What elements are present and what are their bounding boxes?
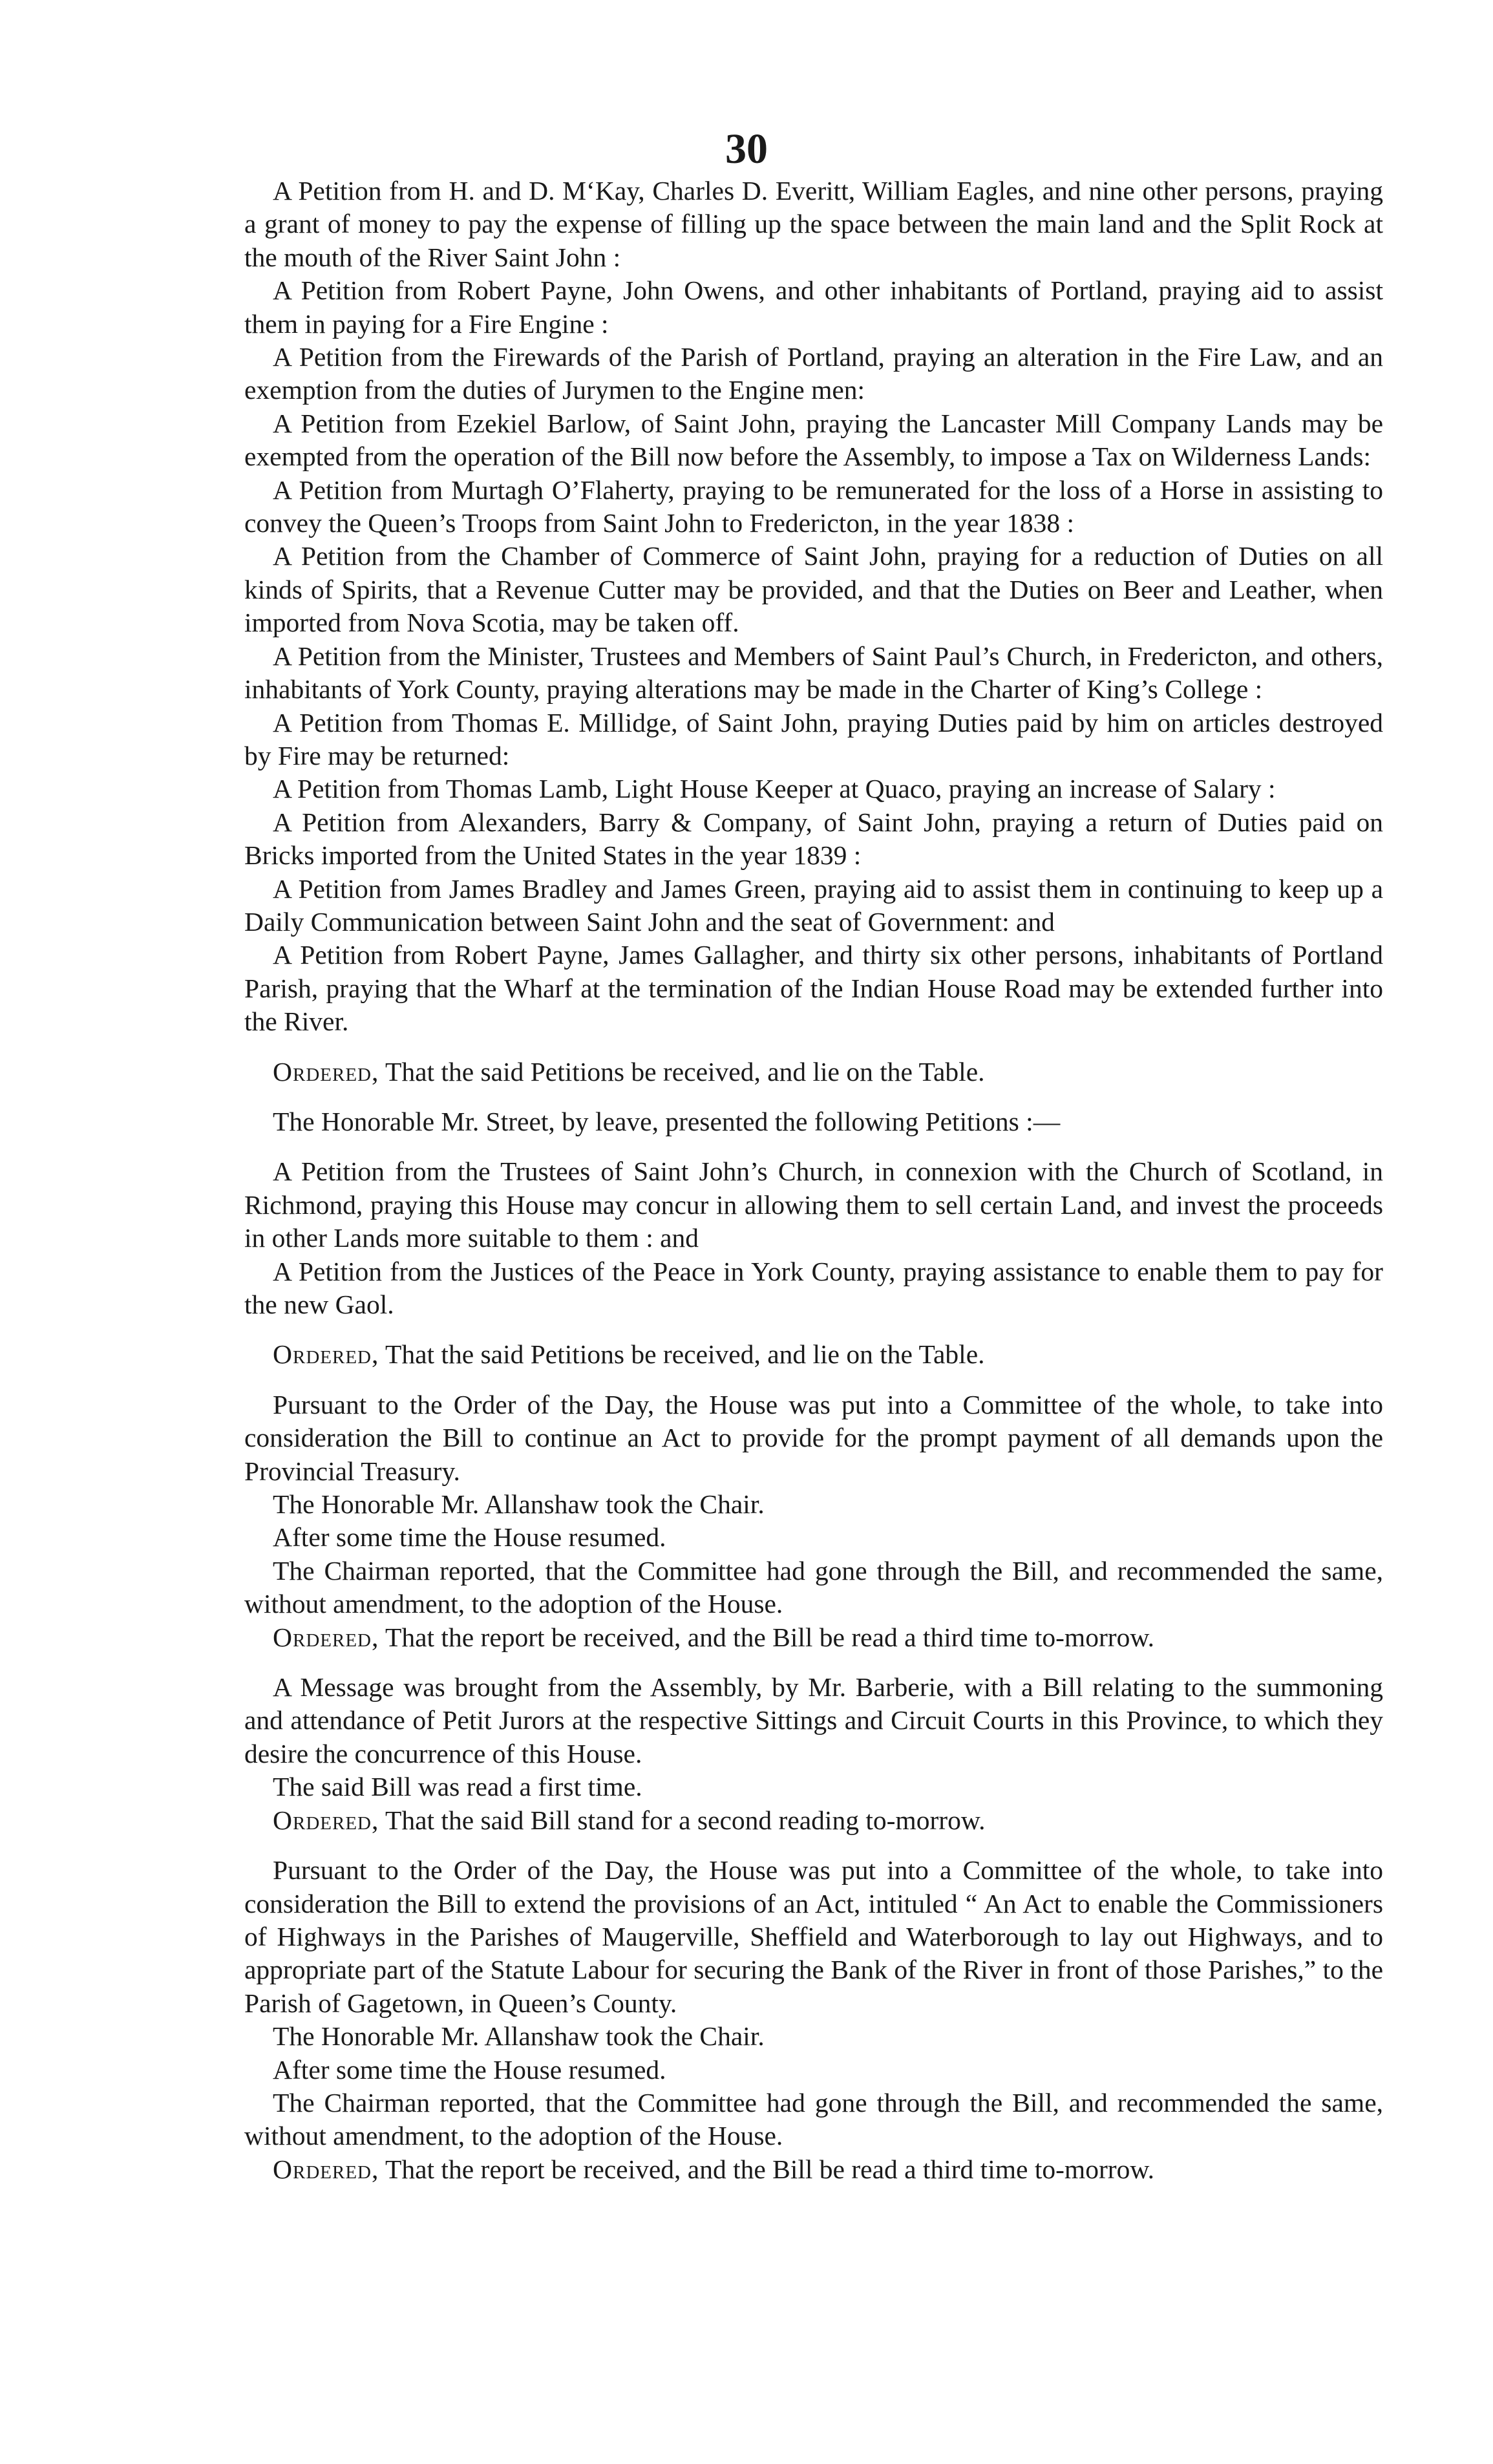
paragraph-text: A Petition from Alexanders, Barry & Company, of Saint John, praying a return of Duties paid on Bricks imported from the United States in the year 1839 : [244, 807, 1383, 871]
paragraph [244, 1488, 1383, 1521]
paragraph [244, 1155, 1383, 1255]
ordered-paragraph [244, 1056, 1383, 1089]
paragraph-text: Pursuant to the Order of the Day, the House was put into a Committee of the whole, to take into consideration the Bill to continue an Act to provide for the prompt payment of all demands upon the Provincial Treasury. [244, 1389, 1383, 1486]
paragraph [244, 1105, 1383, 1138]
paragraph [244, 772, 1383, 805]
ordered-paragraph [244, 1804, 1383, 1837]
paragraph [244, 706, 1383, 773]
paragraph [244, 1671, 1383, 1770]
paragraph [244, 1555, 1383, 1621]
paragraph-text: A Petition from the Minister, Trustees and Members of Saint Paul’s Church, in Fredericton, and others, inhabitants of York County, praying alterations may be made in the Charter of King’s College : [244, 641, 1383, 705]
paragraph [244, 175, 1383, 274]
paragraph [244, 1521, 1383, 1554]
ordered-label: Ordered, [273, 1805, 379, 1835]
paragraph-text: A Petition from Robert Payne, James Gallagher, and thirty six other persons, inhabitants of Portland Parish, praying that the Wharf at the termination of the Indian House Road may be extended further into the River. [244, 940, 1383, 1037]
paragraph-text: After some time the House resumed. [273, 2054, 666, 2085]
paragraph-text: After some time the House resumed. [273, 1522, 666, 1553]
paragraph-text: That the said Bill stand for a second reading to-morrow. [385, 1805, 986, 1835]
paragraph-text: A Petition from Murtagh O’Flaherty, praying to be remunerated for the loss of a Horse in assisting to convey the Queen’s Troops from Saint John to Fredericton, in the year 1838 : [244, 474, 1383, 538]
ordered-paragraph [244, 2153, 1383, 2186]
paragraph [244, 341, 1383, 407]
paragraph-text: That the report be received, and the Bill be read a third time to-morrow. [385, 1622, 1154, 1652]
paragraph [244, 407, 1383, 474]
paragraph [244, 1388, 1383, 1488]
paragraph-text: The Honorable Mr. Allanshaw took the Chair. [273, 2021, 765, 2052]
paragraph [244, 540, 1383, 639]
paragraph [244, 939, 1383, 1038]
paragraph-text: A Petition from H. and D. M‘Kay, Charles D. Everitt, William Eagles, and nine other persons, praying a grant of money to pay the expense of filling up the space between the main land and the Split Rock at the mouth of the River Saint John : [244, 176, 1383, 272]
paragraph-text: A Petition from Thomas E. Millidge, of Saint John, praying Duties paid by him on articles destroyed by Fire may be returned: [244, 707, 1383, 770]
paragraph [244, 474, 1383, 540]
paragraph-text: A Message was brought from the Assembly, by Mr. Barberie, with a Bill relating to the summoning and attendance of Petit Jurors at the respective Sittings and Circuit Courts in this Province, to which they desire the concurrence of this House. [244, 1672, 1383, 1768]
paragraph-text: A Petition from Robert Payne, John Owens, and other inhabitants of Portland, praying aid to assist them in paying for a Fire Engine : [244, 275, 1383, 339]
paragraph-text: Pursuant to the Order of the Day, the House was put into a Committee of the whole, to take into consideration the Bill to extend the provisions of an Act, intituled “ An Act to enable the Commissioners of Highways in the Parishes of Maugerville, Sheffield and Waterborough to lay out Highways, and to appropriate part of the Statute Labour for securing the Bank of the River in front of those Parishes,” to the Parish of Gagetown, in Queen’s County. [244, 1855, 1383, 2018]
paragraph [244, 640, 1383, 706]
paragraph-text: A Petition from James Bradley and James Green, praying aid to assist them in continuing to keep up a Daily Communication between Saint John and the seat of Government: and [244, 873, 1383, 937]
paragraph-text: A Petition from the Trustees of Saint John’s Church, in connexion with the Church of Scotland, in Richmond, praying this House may concur in allowing them to sell certain Land, and invest the proceeds in other Lands more suitable to them : and [244, 1156, 1383, 1253]
page-body [244, 175, 1383, 2186]
paragraph [244, 274, 1383, 341]
paragraph [244, 1770, 1383, 1803]
paragraph [244, 806, 1383, 873]
paragraph [244, 873, 1383, 939]
ordered-label: Ordered, [273, 1339, 379, 1370]
paragraph-text: The Honorable Mr. Allanshaw took the Chair. [273, 1489, 765, 1520]
paragraph-text: The Chairman reported, that the Committee had gone through the Bill, and recommended the same, without amendment, to the adoption of the House. [244, 2087, 1383, 2151]
ordered-label: Ordered, [273, 1622, 379, 1652]
paragraph [244, 1255, 1383, 1322]
paragraph-text: A Petition from the Justices of the Peace in York County, praying assistance to enable them to pay for the new Gaol. [244, 1256, 1383, 1319]
paragraph [244, 1854, 1383, 2020]
ordered-label: Ordered, [273, 2154, 379, 2184]
ordered-label: Ordered, [273, 1056, 379, 1087]
ordered-paragraph [244, 1338, 1383, 1371]
paragraph [244, 2087, 1383, 2153]
paragraph-text: The Chairman reported, that the Committee had gone through the Bill, and recommended the same, without amendment, to the adoption of the House. [244, 1555, 1383, 1619]
paragraph [244, 2054, 1383, 2087]
paragraph-text: That the said Petitions be received, and lie on the Table. [385, 1339, 985, 1370]
paragraph-text: A Petition from the Firewards of the Parish of Portland, praying an alteration in the Fire Law, and an exemption from the duties of Jurymen to the Engine men: [244, 342, 1383, 405]
paragraph-text: A Petition from Ezekiel Barlow, of Saint John, praying the Lancaster Mill Company Lands may be exempted from the operation of the Bill now before the Assembly, to impose a Tax on Wilderness Lands: [244, 408, 1383, 472]
paragraph [244, 2020, 1383, 2053]
paragraph-text: That the report be received, and the Bill be read a third time to-morrow. [385, 2154, 1154, 2184]
paragraph-text: A Petition from the Chamber of Commerce of Saint John, praying for a reduction of Duties on all kinds of Spirits, that a Revenue Cutter may be provided, and that the Duties on Beer and Leather, when imported from Nova Scotia, may be taken off. [244, 541, 1383, 638]
paragraph-text: That the said Petitions be received, and lie on the Table. [385, 1056, 985, 1087]
ordered-paragraph [244, 1621, 1383, 1654]
page-number: 30 [725, 125, 768, 173]
paragraph-text: A Petition from Thomas Lamb, Light House Keeper at Quaco, praying an increase of Salary : [273, 774, 1276, 804]
paragraph-text: The said Bill was read a first time. [273, 1772, 642, 1802]
paragraph-text: The Honorable Mr. Street, by leave, presented the following Petitions :— [273, 1106, 1061, 1136]
